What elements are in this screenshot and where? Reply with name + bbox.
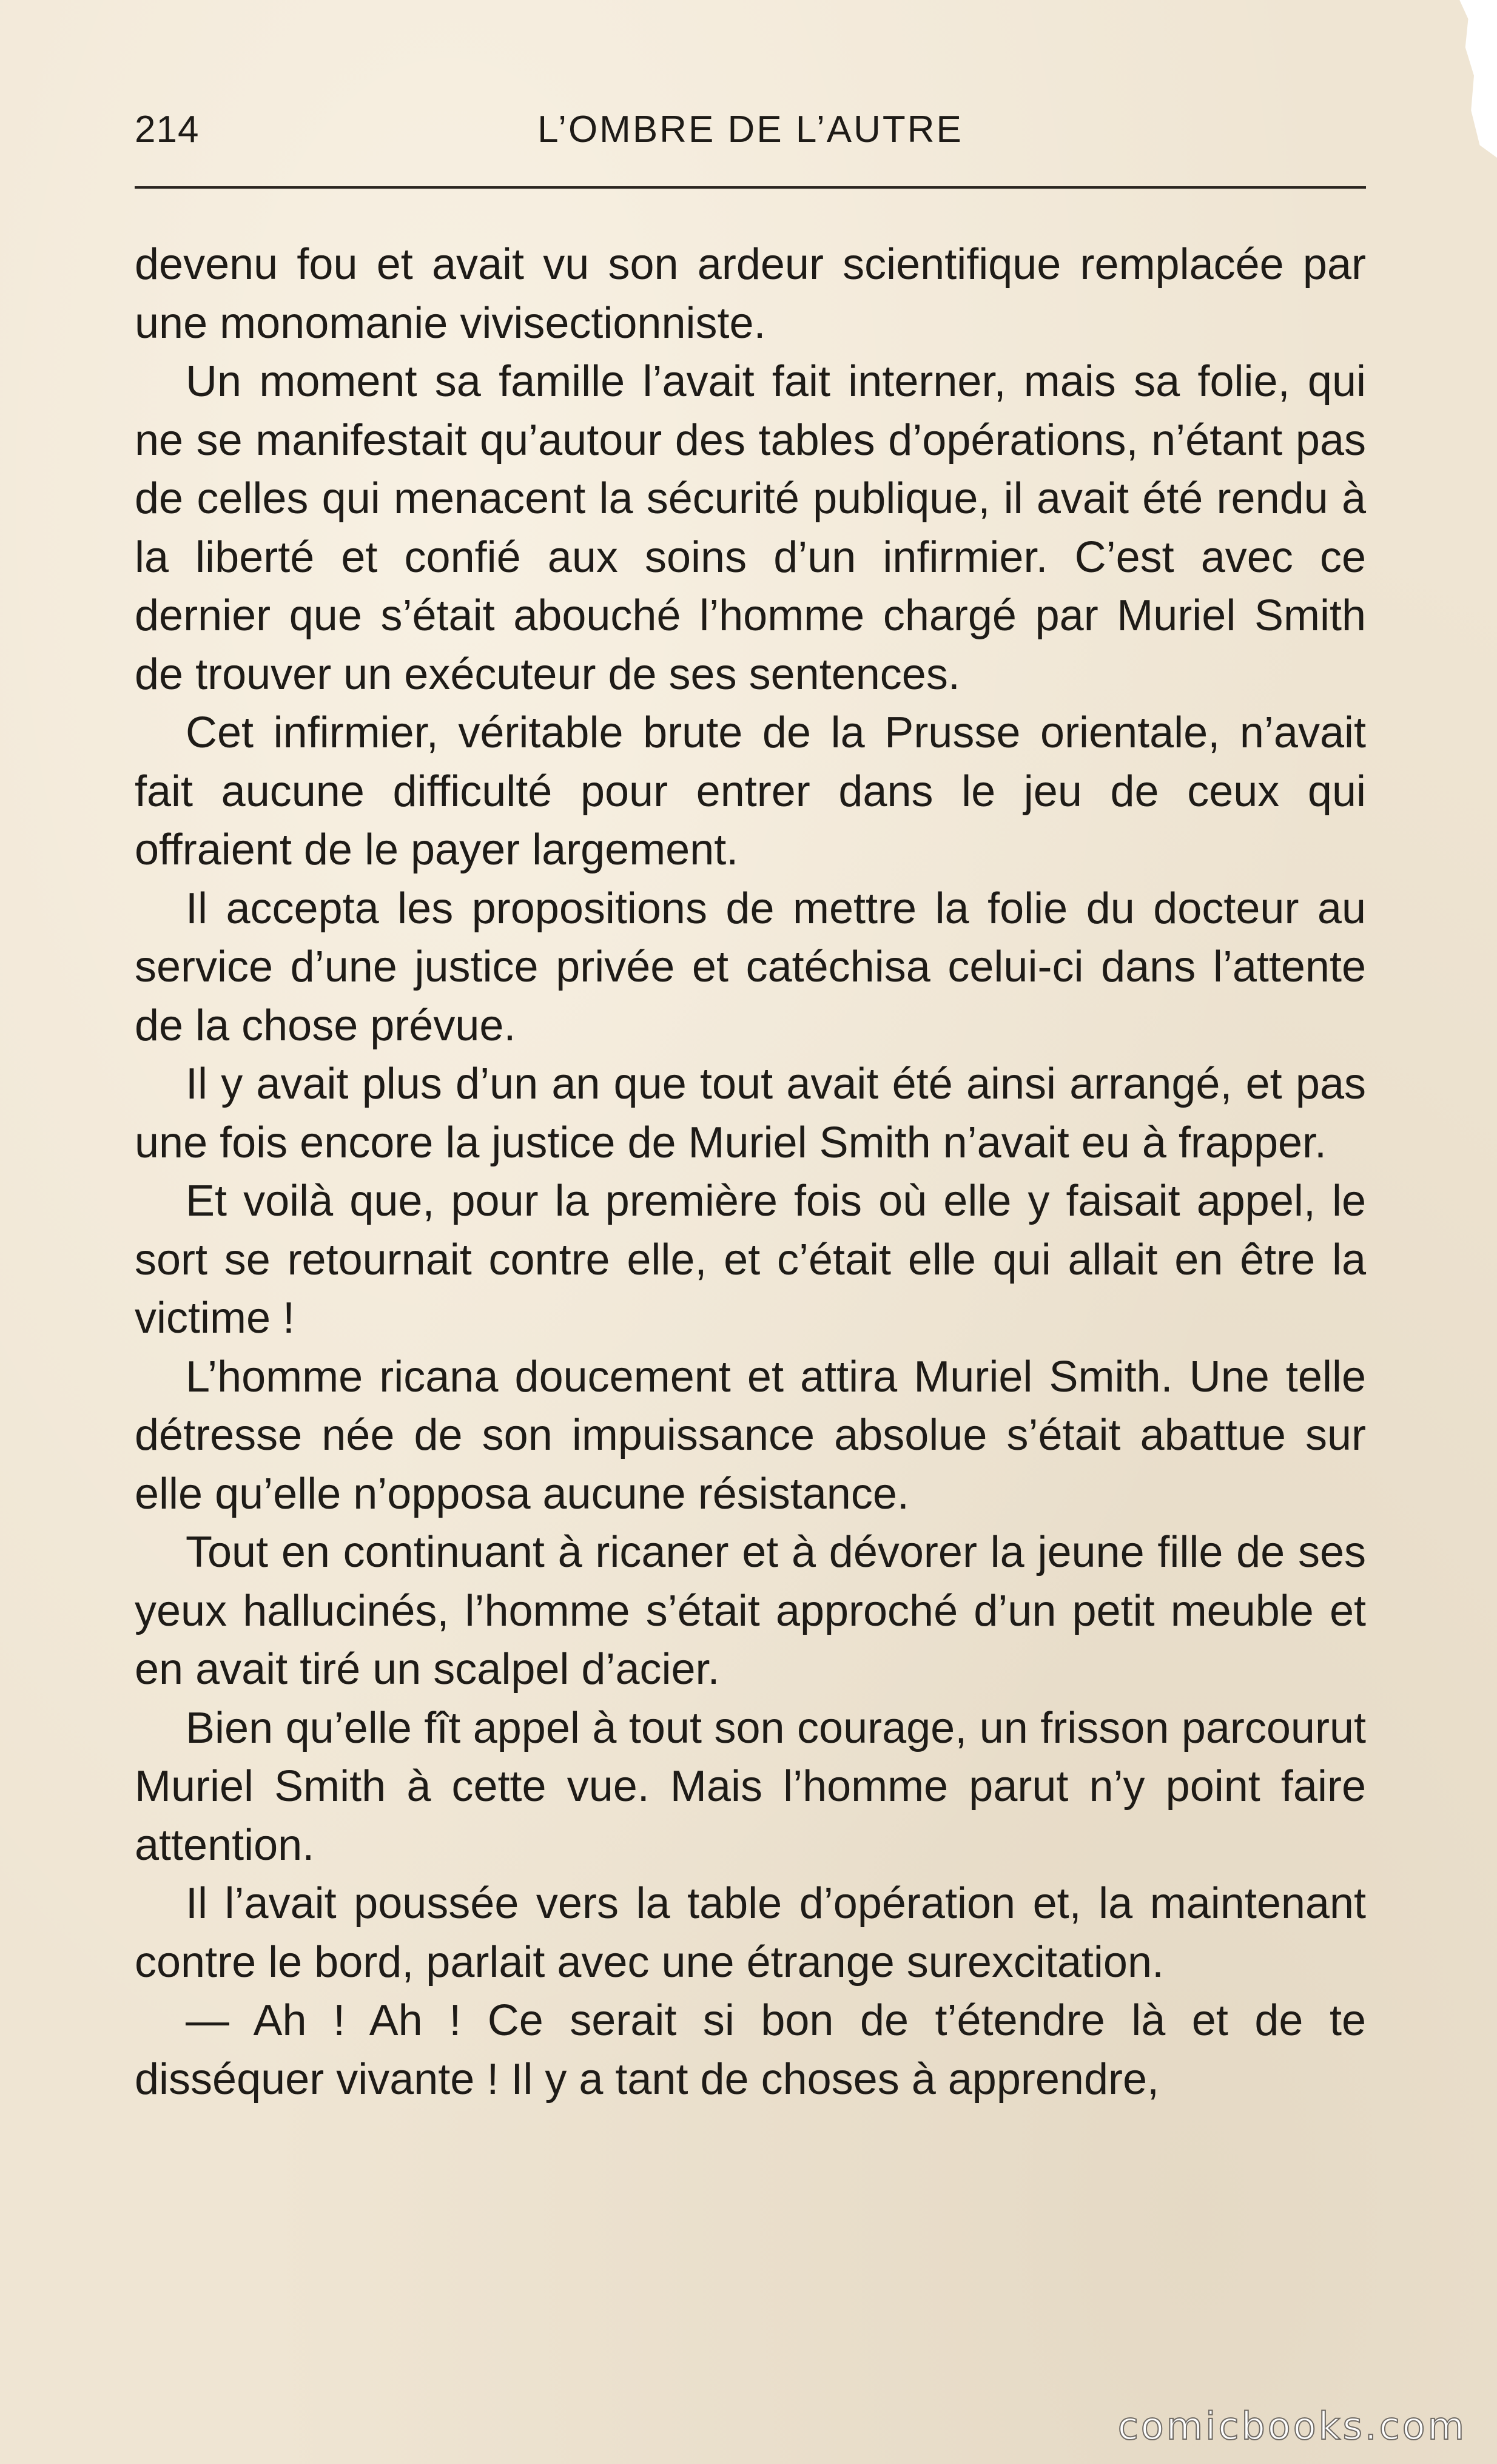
torn-page-corner xyxy=(1439,0,1497,158)
paragraph: Il l’avait poussée vers la table d’opération et, la maintenant contre le bord, parlait avec une étrange surexcitation. xyxy=(135,1879,1366,1987)
watermark: comicbooks.com xyxy=(1117,2404,1467,2448)
paragraph: L’homme ricana doucement et attira Muriel Smith. Une telle détresse née de son impuissance absolue s’était abattue sur elle qu’elle n’opposa aucune résistance. xyxy=(135,1352,1366,1518)
paragraph: Il accepta les propositions de mettre la folie du docteur au service d’une justice privée et catéchisa celui-ci dans l’attente de la chose prévue. xyxy=(135,884,1366,1050)
paragraph: Il y avait plus d’un an que tout avait été ainsi arrangé, et pas une fois encore la justice de Muriel Smith n’avait eu à frapper. xyxy=(135,1060,1366,1167)
running-title: L’OMBRE DE L’AUTRE xyxy=(537,109,963,150)
paragraph: Et voilà que, pour la première fois où elle y faisait appel, le sort se retournait contre elle, et c’était elle qui allait en être la victime ! xyxy=(135,1177,1366,1342)
header-rule xyxy=(135,186,1366,189)
page-header xyxy=(135,108,1366,169)
paragraph: Cet infirmier, véritable brute de la Prusse orientale, n’avait fait aucune difficulté pour entrer dans le jeu de ceux qui offraient de le payer largement. xyxy=(135,709,1366,874)
body-text xyxy=(135,235,1366,2109)
paragraph: Bien qu’elle fît appel à tout son courage, un frisson parcourut Muriel Smith à cette vue. Mais l’homme parut n’y point faire attention. xyxy=(135,1703,1366,1870)
paragraph: Un moment sa famille l’avait fait interner, mais sa folie, qui ne se manifestait qu’autour des tables d’opérations, n’étant pas de celles qui menacent la sécurité publique, il avait été rendu à la liberté et confié aux soins d’un infirmier. C’est avec ce dernier que s’était abouché l’homme chargé par Muriel Smith de trouver un exécuteur de ses sentences. xyxy=(135,357,1366,699)
paragraph: — Ah ! Ah ! Ce serait si bon de t’étendre là et de te disséquer vivante ! Il y a tant de choses à apprendre, xyxy=(135,1996,1366,2104)
paragraph: Tout en continuant à ricaner et à dévorer la jeune fille de ses yeux hallucinés, l’homme s’était approché d’un petit meuble et en avait tiré un scalpel d’acier. xyxy=(135,1528,1366,1694)
paragraph: devenu fou et avait vu son ardeur scientifique remplacée par une monomanie vivisectionniste. xyxy=(135,240,1366,348)
page-number: 214 xyxy=(135,109,200,150)
